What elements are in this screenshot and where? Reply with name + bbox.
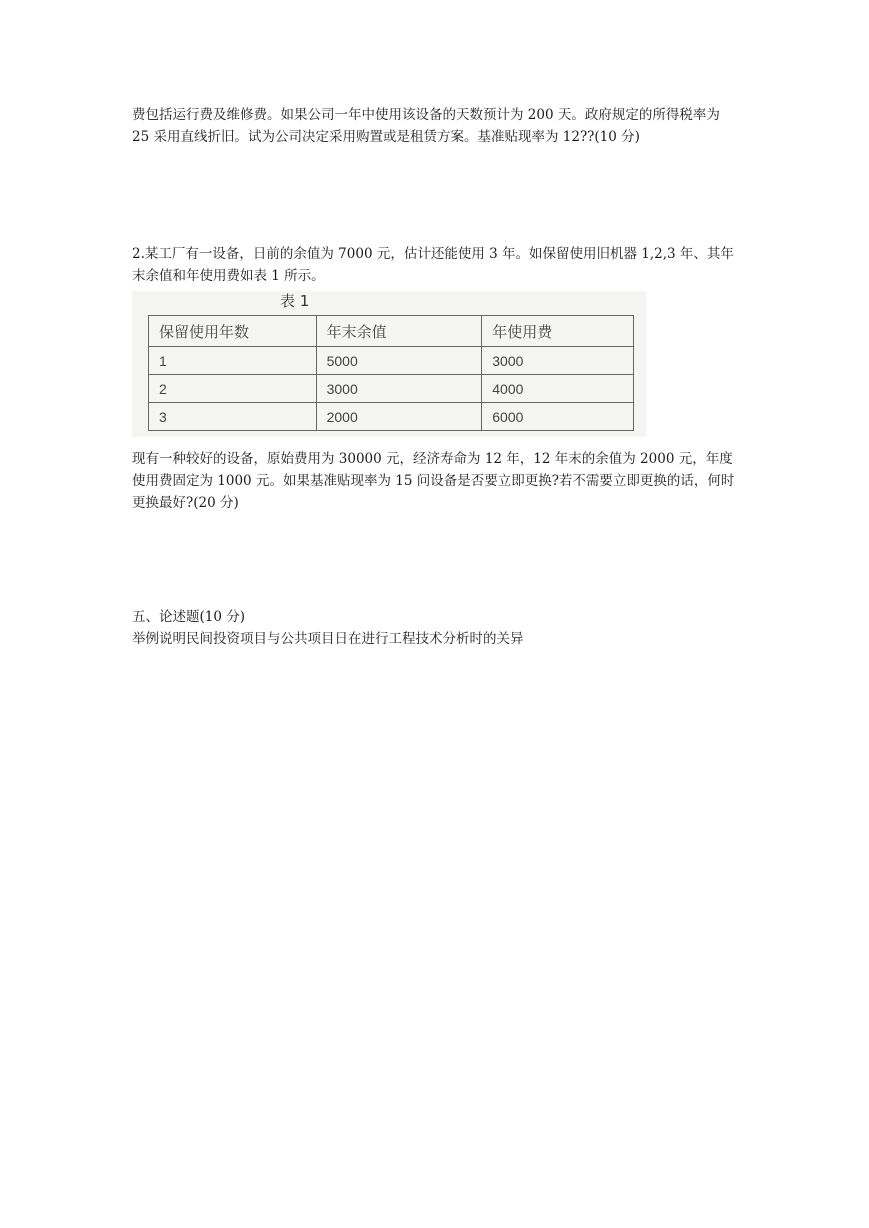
question-2-paragraph: 2.某工厂有一设备，日前的余值为 7000 元，估计还能使用 3 年。如保留使用旧机器 1,2,3 年、其年末余值和年使用费如表 1 所示。 [132,246,734,284]
table-cell: 5000 [316,347,482,375]
table-cell: 4000 [482,375,634,403]
table-header-row [149,316,634,347]
table-cell: 3000 [316,375,482,403]
table-row [149,375,634,403]
question-2-continuation: 现有一种较好的设备，原始费用为 30000 元，经济寿命为 12 年，12 年末的余值为 2000 元，年度使用费固定为 1000 元。如果基准贴现率为 15 问设备是否要立即更换?若不需要立即更换的话，何时更换最好?(20 分) [132,451,735,511]
table-cell: 2 [149,375,317,403]
section-5-heading: 五、论述题(10 分) [132,609,246,625]
table-cell: 6000 [482,403,634,431]
table-row [149,403,634,431]
header-years-kept: 保留使用年数 [149,316,317,347]
table-cell: 3000 [482,347,634,375]
table-1-image [132,291,646,437]
header-annual-cost: 年使用费 [482,316,634,347]
residual-value-table [148,315,634,431]
essay-question: 举例说明民间投资项目与公共项目日在进行工程技术分析时的关异 [132,631,524,647]
table-caption: 表 1 [280,292,310,310]
table-cell: 2000 [316,403,482,431]
table-cell: 1 [149,347,317,375]
table-row [149,347,634,375]
table-cell: 3 [149,403,317,431]
question-paragraph-continued: 费包括运行费及维修费。如果公司一年中使用该设备的天数预计为 200 天。政府规定的所得税率为 25 采用直线折旧。试为公司决定采用购置或是租赁方案。基准贴现率为 12??(10 分) [132,107,720,145]
header-year-end-value: 年末余值 [316,316,482,347]
